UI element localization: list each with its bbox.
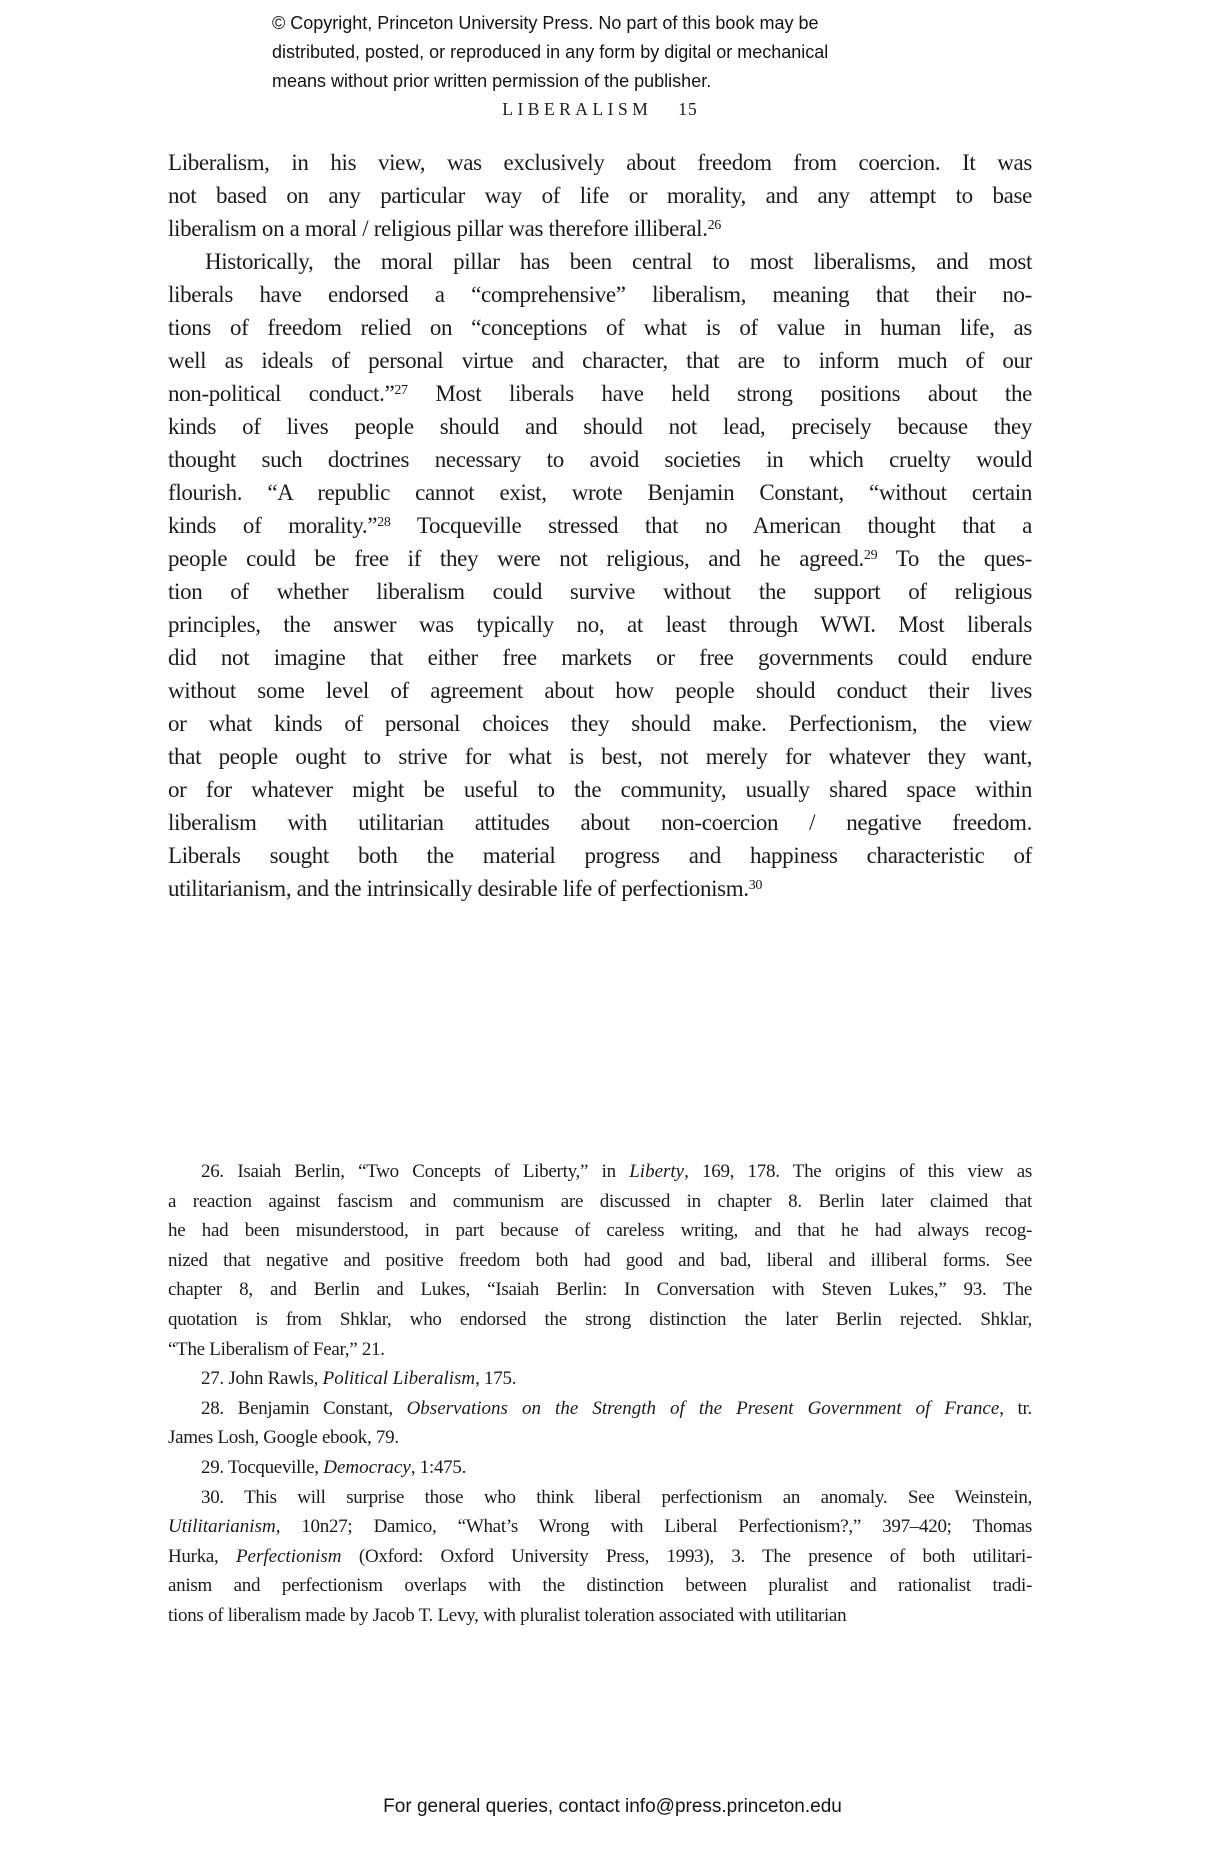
body-text-line: principles, the answer was typically no, at least through WWI. Most liberals bbox=[168, 612, 1032, 637]
body-text-line: Liberalism, in his view, was exclusively about freedom from coercion. It was bbox=[168, 150, 1032, 175]
body-text-line: Liberals sought both the material progress and happiness characteristic of bbox=[168, 843, 1032, 868]
footnote-line: James Losh, Google ebook, 79. bbox=[168, 1427, 399, 1449]
footnote bbox=[168, 1453, 1032, 1483]
copyright-notice bbox=[272, 9, 972, 96]
footnote-line: he had been misunderstood, in part because of careless writing, and that he had always recog- bbox=[168, 1220, 1032, 1242]
footer-contact-text: For general queries, contact info@press.princeton.edu bbox=[383, 1796, 842, 1817]
body-text-line: well as ideals of personal virtue and character, that are to inform much of our bbox=[168, 348, 1032, 373]
body-text-line: kinds of lives people should and should not lead, precisely because they bbox=[168, 414, 1032, 439]
body-text-line: tion of whether liberalism could survive without the support of religious bbox=[168, 579, 1032, 604]
body-text-line: Historically, the moral pillar has been central to most liberalisms, and most bbox=[205, 249, 1032, 274]
footnote-line: anism and perfectionism overlaps with the distinction between pluralist and rationalist tradi- bbox=[168, 1575, 1032, 1597]
footnote-line: chapter 8, and Berlin and Lukes, “Isaiah Berlin: In Conversation with Steven Lukes,” 93. The bbox=[168, 1279, 1032, 1301]
body-text bbox=[168, 146, 1032, 905]
body-text-line: non-political conduct.”$^{27}$ Most liberals have held strong positions about the bbox=[168, 381, 1032, 406]
footnote-line: 29. Tocqueville, Democracy, 1:475. bbox=[201, 1456, 467, 1478]
footnote-line: Hurka, Perfectionism (Oxford: Oxford University Press, 1993), 3. The presence of both utilitari- bbox=[168, 1545, 1032, 1567]
body-text-line: utilitarianism, and the intrinsically desirable life of perfectionism.$^{30}$ bbox=[168, 876, 763, 901]
body-text-line: kinds of morality.”$^{28}$ Tocqueville stressed that no American thought that a bbox=[168, 513, 1033, 538]
body-text-line: not based on any particular way of life or morality, and any attempt to base bbox=[168, 183, 1032, 208]
body-text-line: flourish. “A republic cannot exist, wrote Benjamin Constant, “without certain bbox=[168, 480, 1032, 505]
footnote-line: a reaction against fascism and communism are discussed in chapter 8. Berlin later claimed that bbox=[168, 1190, 1032, 1212]
footnote bbox=[168, 1364, 1032, 1394]
body-paragraph bbox=[168, 245, 1032, 905]
body-text-line: liberals have endorsed a “comprehensive” liberalism, meaning that their no- bbox=[168, 282, 1032, 307]
body-text-line: liberalism with utilitarian attitudes about non-coercion / negative freedom. bbox=[168, 810, 1032, 835]
copyright-line: © Copyright, Princeton University Press. No part of this book may be bbox=[272, 13, 819, 33]
chapter-title: LIBERALISM bbox=[502, 99, 653, 119]
running-head bbox=[168, 99, 1032, 120]
footnote-line: Utilitarianism, 10n27; Damico, “What’s Wrong with Liberal Perfectionism?,” 397–420; Thomas bbox=[168, 1516, 1032, 1538]
body-text-line: that people ought to strive for what is best, not merely for whatever they want, bbox=[168, 744, 1032, 769]
footnote bbox=[168, 1483, 1032, 1631]
footnote bbox=[168, 1394, 1032, 1453]
body-text-line: people could be free if they were not religious, and he agreed.$^{29}$ To the ques- bbox=[168, 546, 1032, 571]
body-paragraph bbox=[168, 146, 1032, 245]
footnote-line: 30. This will surprise those who think liberal perfectionism an anomaly. See Weinstein, bbox=[201, 1486, 1032, 1508]
footnote-line: tions of liberalism made by Jacob T. Levy, with pluralist toleration associated with utilitarian bbox=[168, 1604, 847, 1626]
footnote-line: 27. John Rawls, Political Liberalism, 175. bbox=[201, 1368, 517, 1390]
footnotes bbox=[168, 1157, 1032, 1631]
footnote-line: 26. Isaiah Berlin, “Two Concepts of Liberty,” in Liberty, 169, 178. The origins of this view as bbox=[201, 1161, 1032, 1182]
footnote-line: “The Liberalism of Fear,” 21. bbox=[168, 1338, 385, 1360]
footnote-line: nized that negative and positive freedom both had good and bad, liberal and illiberal forms. See bbox=[168, 1249, 1032, 1271]
page-number: 15 bbox=[678, 99, 698, 119]
body-text-line: thought such doctrines necessary to avoid societies in which cruelty would bbox=[168, 447, 1032, 472]
footnote-line: quotation is from Shklar, who endorsed the strong distinction the later Berlin rejected. Shklar, bbox=[168, 1308, 1032, 1330]
body-text-line: or what kinds of personal choices they should make. Perfectionism, the view bbox=[168, 711, 1032, 736]
body-text-line: liberalism on a moral / religious pillar was therefore illiberal.$^{26}$ bbox=[168, 216, 721, 241]
footer bbox=[0, 1796, 1225, 1818]
body-text-line: without some level of agreement about how people should conduct their lives bbox=[168, 678, 1032, 703]
body-text-line: or for whatever might be useful to the community, usually shared space within bbox=[168, 777, 1032, 802]
copyright-line: means without prior written permission of the publisher. bbox=[272, 71, 712, 91]
footnote bbox=[168, 1157, 1032, 1364]
footnote-line: 28. Benjamin Constant, Observations on the Strength of the Present Government of France, tr. bbox=[201, 1397, 1032, 1419]
body-text-line: tions of freedom relied on “conceptions of what is of value in human life, as bbox=[168, 315, 1032, 340]
body-text-line: did not imagine that either free markets or free governments could endure bbox=[168, 645, 1032, 670]
copyright-line: distributed, posted, or reproduced in any form by digital or mechanical bbox=[272, 42, 829, 62]
